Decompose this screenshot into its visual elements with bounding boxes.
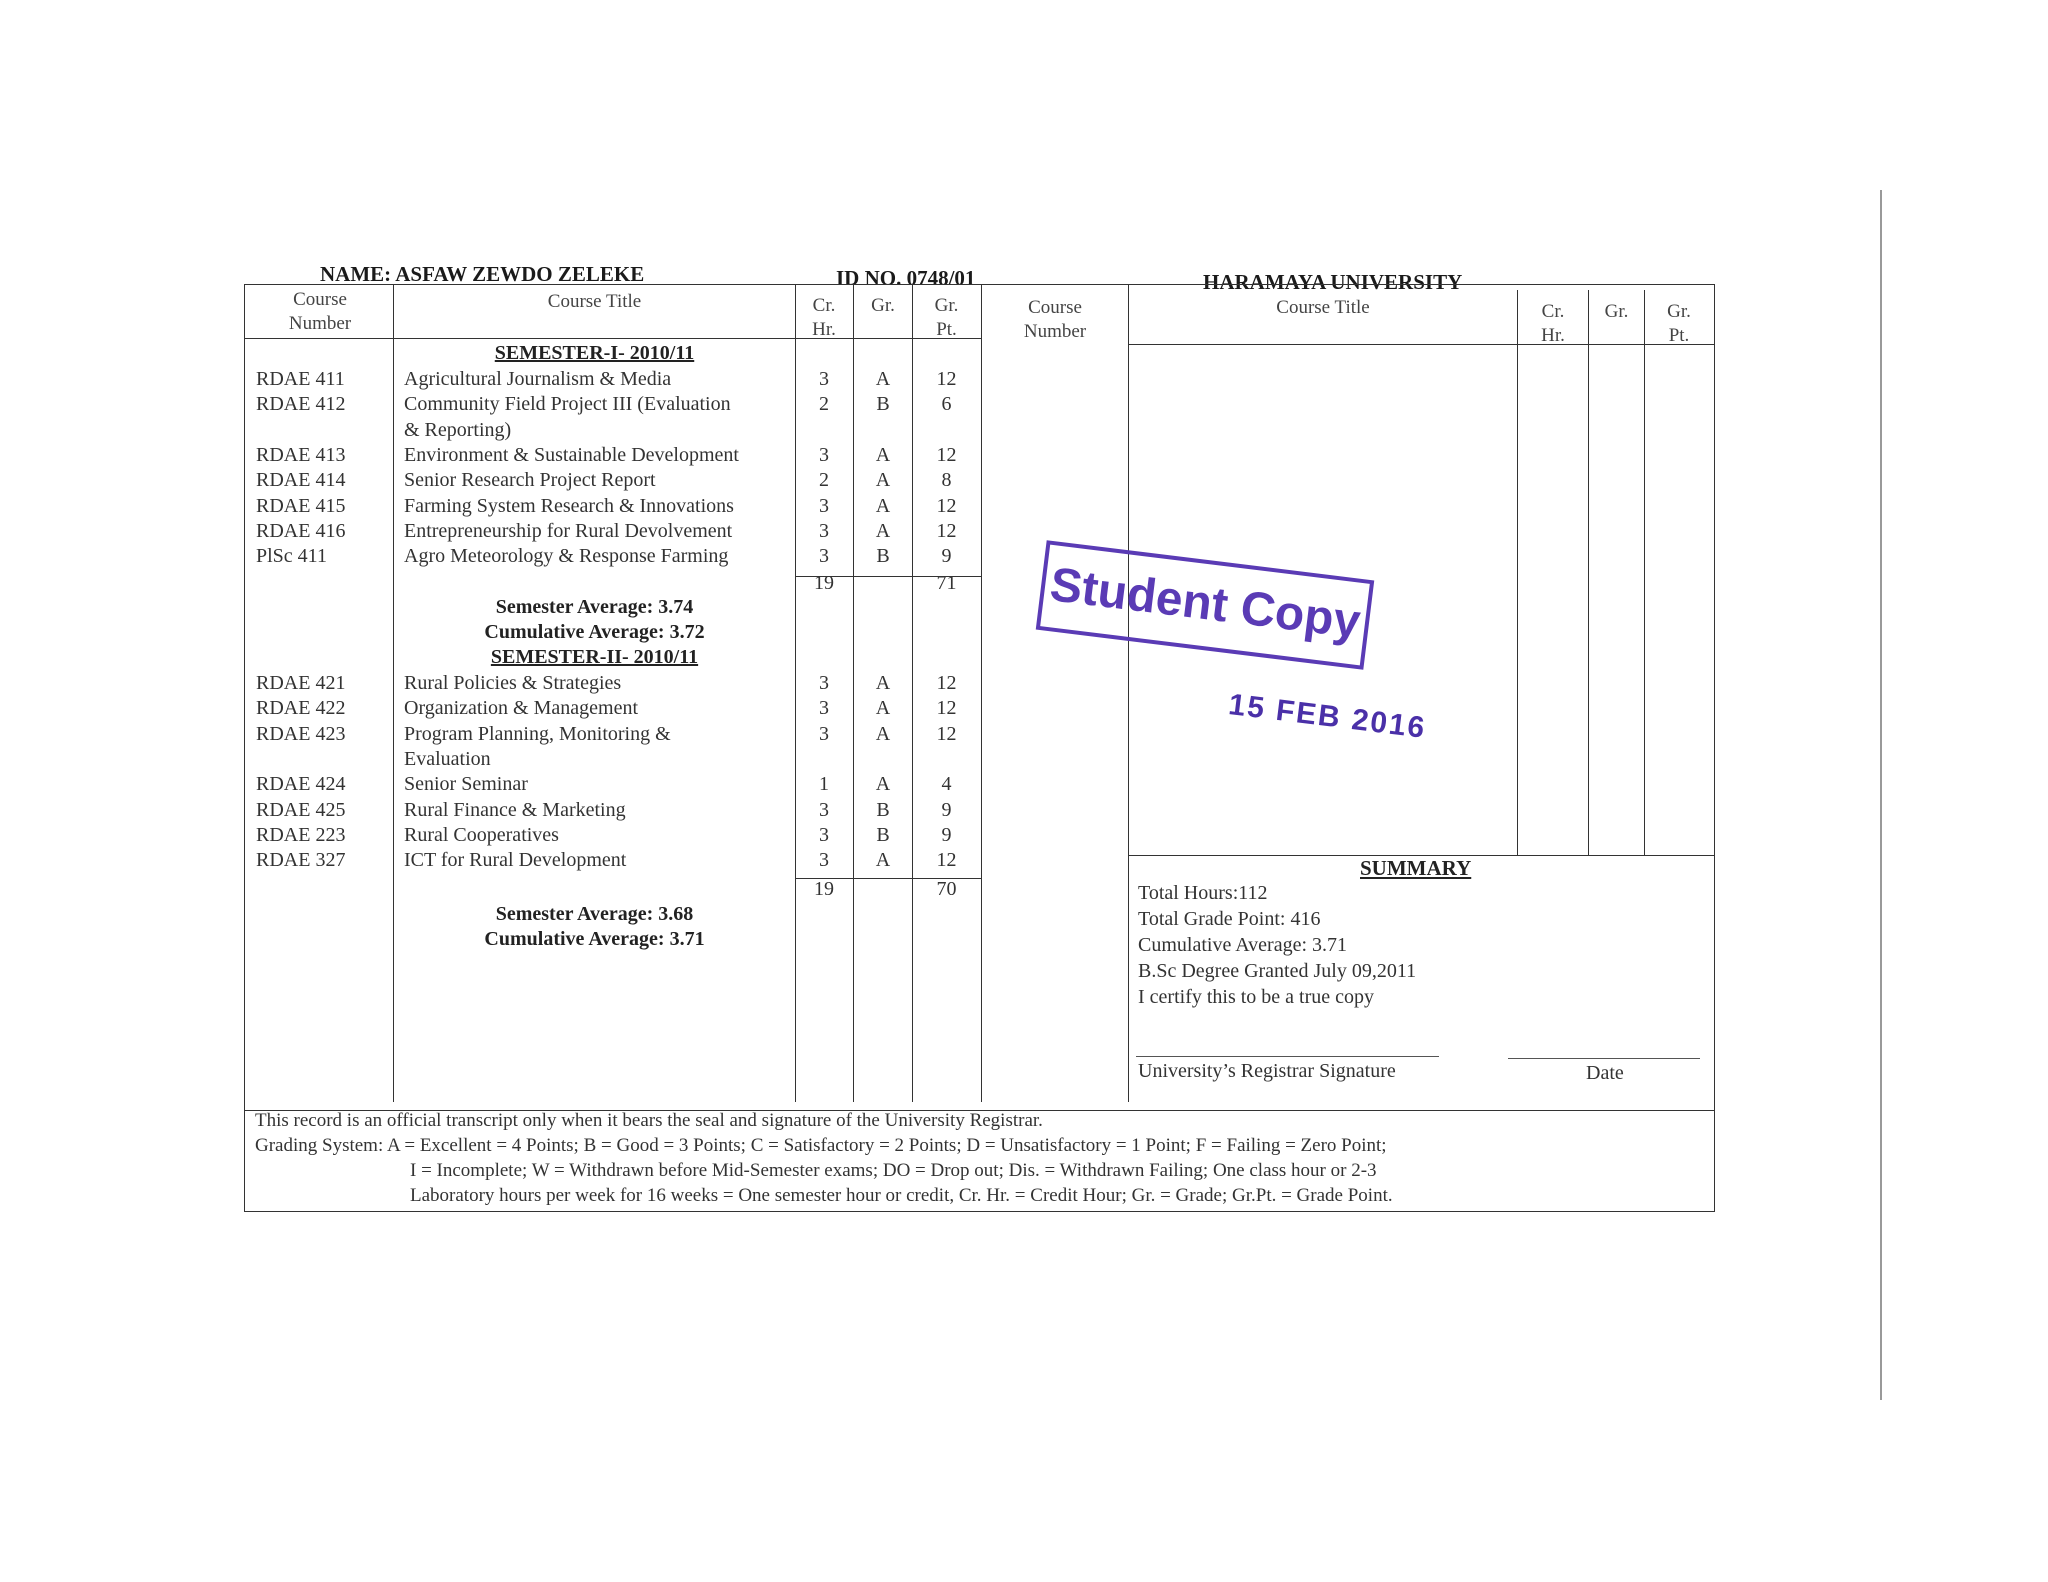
sem2-credit-hours: 3 <box>819 823 829 846</box>
semester-2-average: Semester Average: 3.68 <box>495 903 694 925</box>
semester-1-total-cr: 19 <box>814 572 834 594</box>
sem2-credit-hours: 3 <box>819 672 829 694</box>
sem2-credit-hours: 3 <box>819 849 829 872</box>
sem1-grade-points: 12 <box>936 443 957 466</box>
semester-1-cumulative-average: Cumulative Average: 3.72 <box>484 621 705 643</box>
sem2-course-number: RDAE 425 <box>256 798 346 821</box>
semester-1-average: Semester Average: 3.74 <box>495 596 694 618</box>
sem2-credit-hours: 3 <box>819 697 829 720</box>
footer-line-1: This record is an official transcript only when it bears the seal and signature of the University Registrar. <box>255 1110 1043 1131</box>
summary-title: SUMMARY <box>1360 856 1472 880</box>
col-header-cr-hr-right: Cr. Hr. <box>1541 301 1565 346</box>
sem2-course-title: Rural Policies & Strategies <box>404 672 622 694</box>
sem1-grade: A <box>875 494 891 517</box>
sem2-course-title: Organization & Management <box>404 697 639 720</box>
divider <box>1128 344 1715 345</box>
sem1-grade: A <box>875 368 891 390</box>
date-stamp: 15 FEB 2016 <box>1226 688 1429 745</box>
sem2-course-title: Rural Finance & Marketing <box>404 798 626 821</box>
sem2-credit-hours: 3 <box>819 722 829 745</box>
student-name: NAME: ASFAW ZEWDO ZELEKE <box>320 262 645 286</box>
sem1-credit-hours: 3 <box>819 443 829 466</box>
sem1-credit-hours: 3 <box>819 494 829 517</box>
sem1-grade: B <box>876 545 890 568</box>
sem2-course-number: RDAE 422 <box>256 697 346 720</box>
sem1-grade-points: 12 <box>936 519 957 542</box>
sem2-grade: A <box>875 672 891 694</box>
sem2-course-number: RDAE 327 <box>256 849 346 872</box>
sem1-course-title: Farming System Research & Innovations <box>404 494 734 517</box>
sem1-course-number: RDAE 415 <box>256 494 346 517</box>
sem1-credit-hours: 2 <box>819 469 829 492</box>
sem2-grade: B <box>876 798 890 821</box>
sem2-grade-points: 9 <box>941 823 952 846</box>
sem1-course-number: RDAE 411 <box>256 368 345 390</box>
sem1-grade: A <box>875 443 891 466</box>
sem2-grade-points: 12 <box>936 672 957 694</box>
col-header-course-title-right: Course Title <box>1276 297 1370 318</box>
sem1-credit-hours: 3 <box>819 545 829 568</box>
university-name: HARAMAYA UNIVERSITY <box>1203 270 1463 294</box>
summary-block <box>1138 880 1416 1010</box>
sem1-grade-points: 6 <box>941 393 952 416</box>
semester-1-total-pt: 71 <box>936 572 957 594</box>
date-line <box>1508 1058 1700 1059</box>
sem2-course-title: Program Planning, Monitoring & <box>404 722 671 745</box>
col-header-gr-right: Gr. <box>1604 301 1629 322</box>
sem2-grade: B <box>876 823 890 846</box>
sem1-grade: A <box>875 519 891 542</box>
divider <box>1644 290 1645 856</box>
sem2-credit-hours: 1 <box>819 773 829 796</box>
student-copy-stamp: Student Copy <box>1036 540 1375 670</box>
sem2-grade-points: 12 <box>936 697 957 720</box>
col-header-cr-hr: Cr. Hr. <box>812 295 836 340</box>
semester-1-title: SEMESTER-I- 2010/11 <box>494 342 695 364</box>
sem1-course-title: Environment & Sustainable Development <box>404 443 739 466</box>
sem2-grade: A <box>875 849 891 872</box>
sem1-grade-points: 12 <box>936 494 957 517</box>
col-header-course-number-right: Course Number <box>1023 297 1087 342</box>
sem2-grade: A <box>875 773 891 796</box>
sem2-course-number: RDAE 421 <box>256 672 346 694</box>
semester-2-title: SEMESTER-II- 2010/11 <box>490 646 699 668</box>
summary-cumulative-average: Cumulative Average: 3.71 <box>1138 934 1348 956</box>
sem2-grade-points: 9 <box>941 798 952 821</box>
sem1-course-number: RDAE 416 <box>256 519 346 542</box>
sem1-course-title: & Reporting) <box>404 418 512 441</box>
summary-certify: I certify this to be a true copy <box>1138 986 1375 1008</box>
sem2-course-number: RDAE 223 <box>256 823 346 846</box>
summary-degree: B.Sc Degree Granted July 09,2011 <box>1138 960 1417 982</box>
sem1-grade-points: 12 <box>936 368 957 390</box>
sem2-course-title: Evaluation <box>404 747 491 770</box>
sem1-course-number: PlSc 411 <box>256 545 327 568</box>
sem2-grade-points: 12 <box>936 722 957 745</box>
sem1-course-title: Community Field Project III (Evaluation <box>404 393 731 416</box>
sem2-course-title: Senior Seminar <box>404 773 528 796</box>
sem2-grade: A <box>875 722 891 745</box>
footer-line-3: I = Incomplete; W = Withdrawn before Mid-Semester exams; DO = Drop out; Dis. = Withdrawn Failing; One class hour or 2-3 <box>410 1160 1377 1181</box>
divider <box>1517 290 1518 856</box>
signature-line <box>1136 1056 1439 1057</box>
summary-total-grade-point: Total Grade Point: 416 <box>1138 908 1321 930</box>
col-header-course-number: Course Number <box>288 289 352 334</box>
sem2-course-number: RDAE 424 <box>256 773 346 796</box>
divider <box>981 284 982 1102</box>
semester-2-total-pt: 70 <box>936 878 957 900</box>
sem1-course-title: Entrepreneurship for Rural Devolvement <box>404 519 733 542</box>
sem1-course-title: Senior Research Project Report <box>404 469 656 492</box>
sem2-credit-hours: 3 <box>819 798 829 821</box>
sem1-course-number: RDAE 413 <box>256 443 346 466</box>
sem2-course-title: Rural Cooperatives <box>404 823 559 846</box>
divider <box>393 284 394 1102</box>
sem1-credit-hours: 3 <box>819 368 829 390</box>
divider <box>1128 284 1129 1102</box>
sem1-course-title: Agricultural Journalism & Media <box>404 368 672 390</box>
sem2-grade-points: 4 <box>941 773 952 796</box>
sem1-grade-points: 8 <box>941 469 952 492</box>
sem2-grade: A <box>875 697 891 720</box>
signature-label: University’s Registrar Signature <box>1138 1060 1396 1082</box>
sem2-grade-points: 12 <box>936 849 957 872</box>
footer-line-4: Laboratory hours per week for 16 weeks = One semester hour or credit, Cr. Hr. = Credit Hour; Gr. = Grade; Gr.Pt. = Grade Point. <box>410 1185 1393 1206</box>
divider <box>1588 290 1589 856</box>
semester-2-total-cr: 19 <box>814 878 834 900</box>
date-label: Date <box>1586 1062 1624 1084</box>
col-header-gr-pt-right: Gr. Pt. <box>1667 301 1691 346</box>
sem1-course-number: RDAE 414 <box>256 469 346 492</box>
sem2-course-title: ICT for Rural Development <box>404 849 627 872</box>
col-header-gr-pt: Gr. Pt. <box>934 295 959 340</box>
col-header-gr: Gr. <box>871 295 895 316</box>
sem1-course-number: RDAE 412 <box>256 393 346 416</box>
sem1-credit-hours: 2 <box>819 393 829 416</box>
summary-total-hours: Total Hours:112 <box>1138 882 1268 904</box>
semester-2-cumulative-average: Cumulative Average: 3.71 <box>484 928 705 950</box>
sem1-grade: B <box>876 393 890 416</box>
col-header-course-title: Course Title <box>547 291 642 312</box>
sem2-course-number: RDAE 423 <box>256 722 346 745</box>
footer-line-2: Grading System: A = Excellent = 4 Points; B = Good = 3 Points; C = Satisfactory = 2 Points; D = Unsatisfactory = 1 Point; F = Failing = Zero Point; <box>255 1135 1387 1156</box>
divider <box>244 338 981 339</box>
sem1-course-title: Agro Meteorology & Response Farming <box>404 545 729 568</box>
sem1-grade: A <box>875 469 891 492</box>
student-id: ID NO. 0748/01 <box>836 266 976 290</box>
scan-edge <box>1880 190 1882 1400</box>
sem1-credit-hours: 3 <box>819 519 829 542</box>
sem1-grade-points: 9 <box>941 545 952 568</box>
